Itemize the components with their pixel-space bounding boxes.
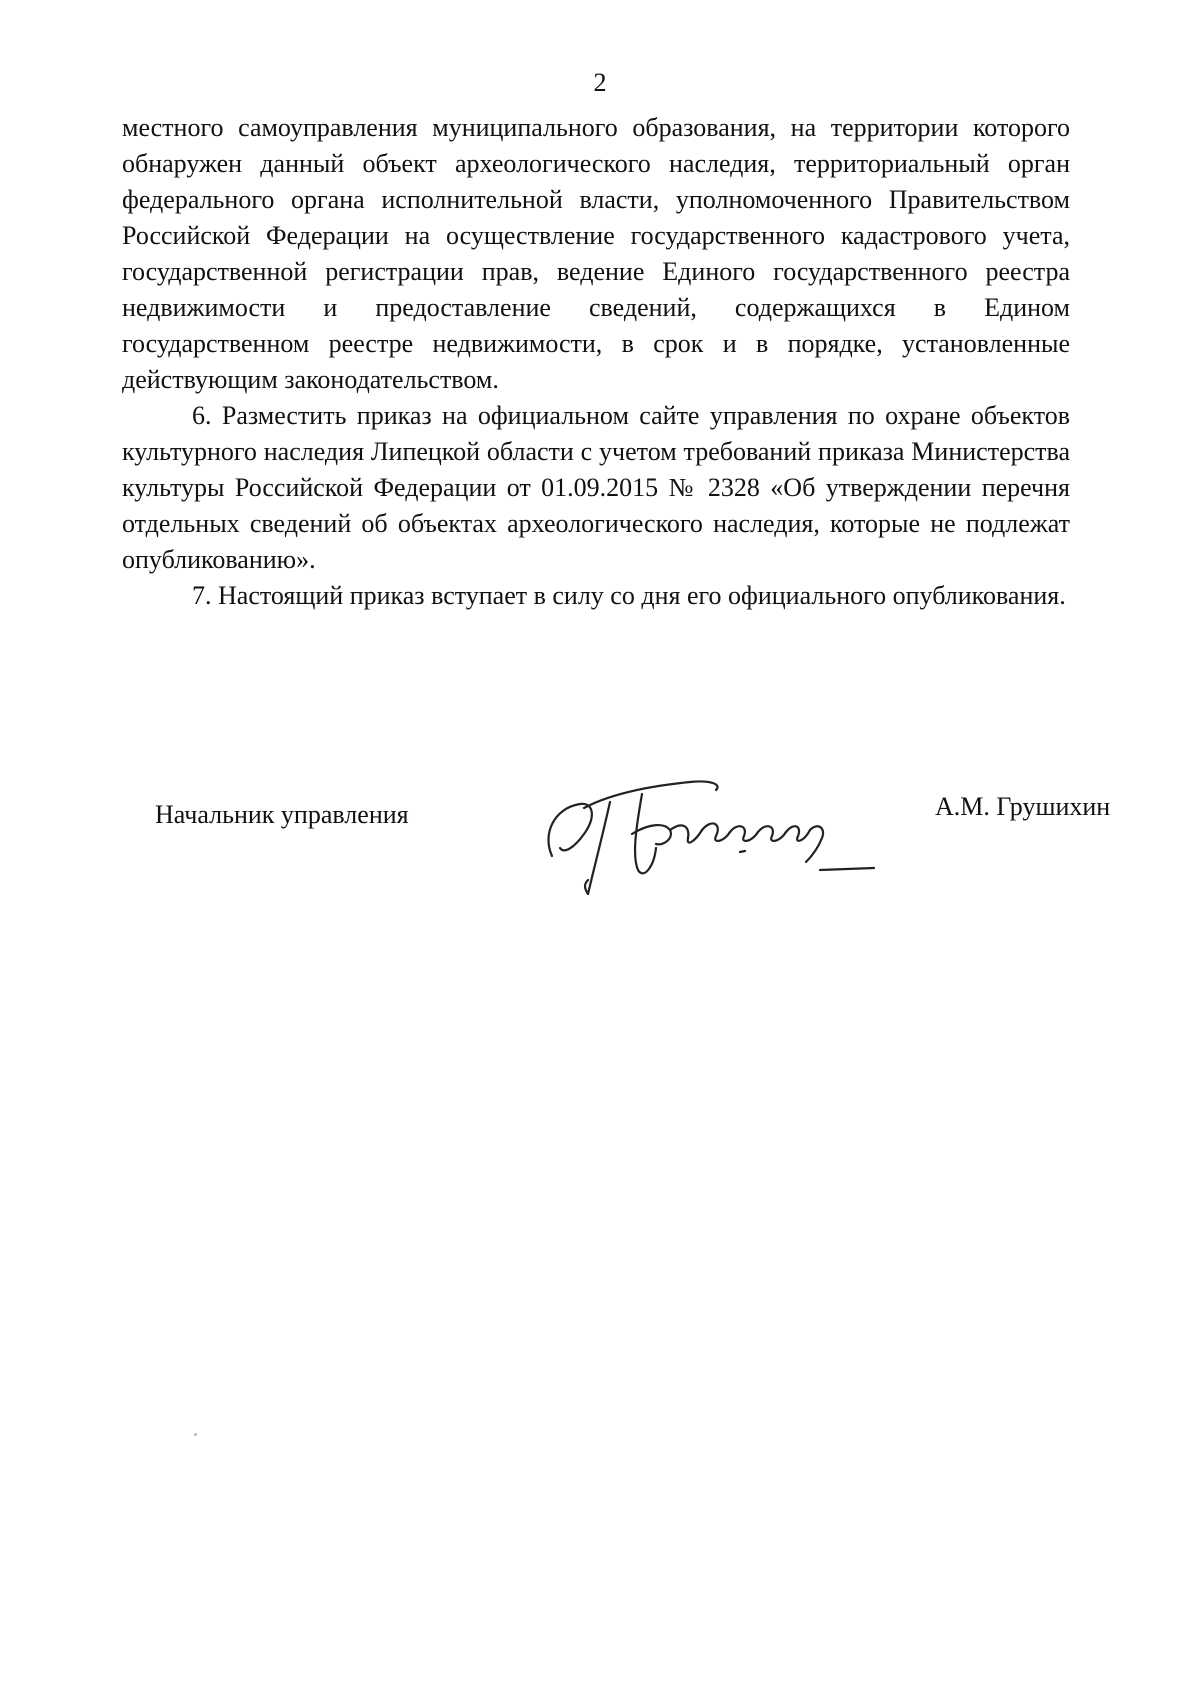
scan-artifact-dot [194,1433,197,1436]
signature-block [0,792,1200,940]
paragraph-item-6: 6. Разместить приказ на официальном сайте управления по охране объектов культурного наследия Липецкой области с учетом требований приказа Министерства культуры Российской Федерации от 01.09.2015 № 2328 «Об утверждении перечня отдельных сведений об объектах археологического наследия, которые не подлежат опубликованию». [122,401,1070,574]
signatory-position: Начальник управления [155,800,409,829]
signatory-name: А.М. Грушихин [935,792,1111,821]
document-body [122,110,1070,614]
handwritten-signature [540,738,920,908]
paragraph-item-7: 7. Настоящий приказ вступает в силу со дня его официального опубликования. [192,581,1066,610]
page-number: 2 [593,68,607,97]
paragraph-continuation: местного самоуправления муниципального образования, на территории которого обнаружен данный объект археологического наследия, территориальный орган федерального органа исполнительной власти, уполномоченного Правительством Российской Федерации на осуществление государственного кадастрового учета, государственной регистрации прав, ведение Единого государственного реестра недвижимости и предоставление сведений, содержащихся в Едином государственном реестре недвижимости, в срок и в порядке, установленные действующим законодательством. [122,113,1070,394]
